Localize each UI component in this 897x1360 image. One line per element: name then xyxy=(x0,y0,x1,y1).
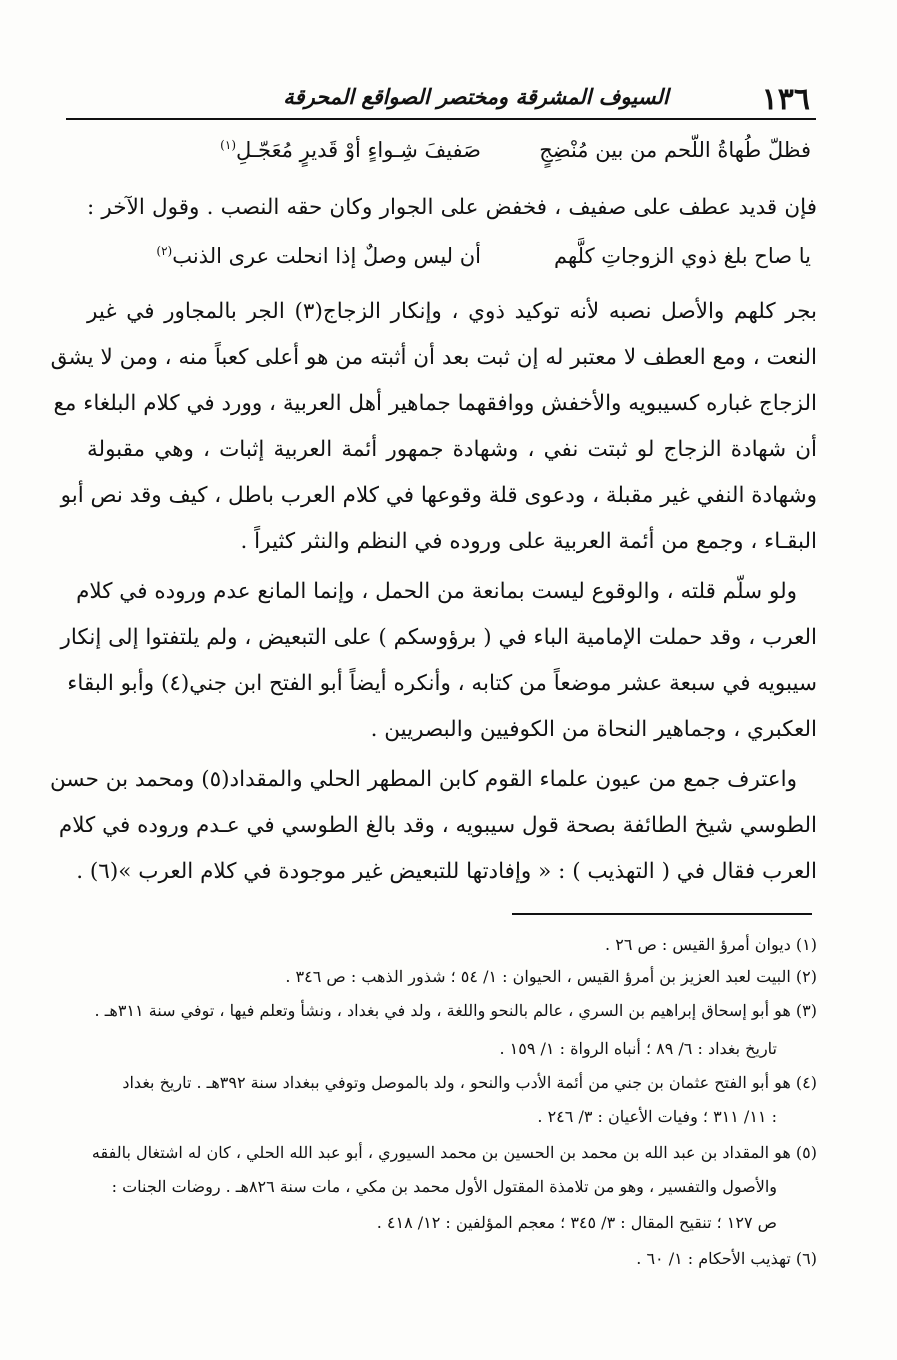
footnote-separator xyxy=(512,913,812,915)
running-title: السيوف المشرقة ومختصر الصواقع المحرقة xyxy=(283,84,669,109)
footnote: (٢) البيت لعبد العزيز بن أمرؤ القيس ، الحيوان : ١/ ٥٤ ؛ شذور الذهب : ص ٣٤٦ . xyxy=(285,967,817,986)
footnote: (٤) هو أبو الفتح عثمان بن جني من أئمة الأدب والنحو ، ولد بالموصل وتوفي ببغداد سنة ٣٩٢هـ . تاريخ بغداد xyxy=(122,1073,817,1092)
footnote: (١) ديوان أمرؤ القيس : ص ٢٦ . xyxy=(605,935,817,954)
verse-hemistich: يا صاح بلغ ذوي الزوجاتِ كلَّهم xyxy=(553,244,811,268)
text-line: ولو سلّم قلته ، والوقوع ليست بمانعة من الحمل ، وإنما المانع عدم وروده في كلام xyxy=(76,579,797,604)
footnote-continuation: والأصول والتفسير ، وهو من تلامذة المقتول الأول محمد بن مكي ، مات سنة ٨٢٦هـ . روضات الجنات : xyxy=(111,1177,777,1196)
footnote-marker: (١) xyxy=(220,138,236,152)
text-line: العرب فقال في ( التهذيب ) : « وإفادتها للتبعيض غير موجودة في كلام العرب »(٦) . xyxy=(76,859,817,884)
text-line: الزجاج غباره كسيبويه والأخفش ووافقهما جماهير أهل العربية ، وورد في كلام البلغاء مع xyxy=(53,391,817,416)
footnote: (٦) تهذيب الأحكام : ١/ ٦٠ . xyxy=(636,1249,817,1268)
text-line: الطوسي شيخ الطائفة بصحة قول سيبويه ، وقد بالغ الطوسي في عـدم وروده في كلام xyxy=(58,813,817,838)
footnote-continuation: تاريخ بغداد : ٦/ ٨٩ ؛ أنباه الرواة : ١/ ١٥٩ . xyxy=(499,1039,777,1058)
text-line: العرب ، وقد حملت الإمامية الباء في ( برؤوسكم ) على التبعيض ، ولم يلتفتوا إلى إنكار xyxy=(60,625,817,650)
page-header xyxy=(66,74,816,120)
footnote-continuation: ص ١٢٧ ؛ تنقيح المقال : ٣/ ٣٤٥ ؛ معجم المؤلفين : ١٢/ ٤١٨ . xyxy=(376,1213,777,1232)
verse-text: أن ليس وصلٌ إذا انحلت عرى الذنب xyxy=(172,244,481,268)
text-line: البقـاء ، وجمع من أئمة العربية على وروده في النظم والنثر كثيراً . xyxy=(240,529,817,554)
text-line: بجر كلهم والأصل نصبه لأنه توكيد ذوي ، وإنكار الزجاج(٣) الجر بالمجاور في غير xyxy=(87,299,817,324)
text-line: وشهادة النفي غير مقبلة ، ودعوى قلة وقوعها في كلام العرب باطل ، كيف وقد نص أبو xyxy=(60,483,817,508)
footnote: (٥) هو المقداد بن عبد الله بن محمد بن الحسين بن محمد السيوري ، أبو عبد الله الحلي ، كان له اشتغال بالفقه xyxy=(91,1143,817,1162)
text-line: واعترف جمع من عيون علماء القوم كابن المطهر الحلي والمقداد(٥) ومحمد بن حسن xyxy=(50,767,797,792)
verse-hemistich xyxy=(156,244,481,268)
text-line: النعت ، ومع العطف لا معتبر له إن ثبت بعد أن أثبته من هو أعلى كعباً منه ، ومن لا يشق xyxy=(50,345,817,370)
text-line: العكبري ، وجماهير النحاة من الكوفيين والبصريين . xyxy=(370,717,817,742)
verse-hemistich: فظلّ طُهاةُ اللّحم من بين مُنْضِجٍ xyxy=(539,138,811,162)
verse-hemistich xyxy=(220,138,481,162)
page-number: ١٣٦ xyxy=(761,82,810,117)
text-line: سيبويه في سبعة عشر موضعاً من كتابه ، وأنكره أيضاً أبو الفتح ابن جني(٤) وأبو البقاء xyxy=(67,671,817,696)
verse-line xyxy=(156,244,811,284)
footnote-marker: (٢) xyxy=(156,244,173,258)
footnote: (٣) هو أبو إسحاق إبراهيم بن السري ، عالم بالنحو واللغة ، ولد في بغداد ، ونشأ وتعلم فيها ، توفي سنة ٣١١هـ . xyxy=(94,1001,817,1020)
header-rule xyxy=(66,118,816,120)
verse-text: صَفيفَ شِـواءٍ أوْ قَديرٍ مُعَجّـلِ xyxy=(236,138,481,162)
text-line: فإن قديد عطف على صفيف ، فخفض على الجوار وكان حقه النصب . وقول الآخر : xyxy=(87,195,817,220)
text-line: أن شهادة الزجاج لو ثبتت نفي ، وشهادة جمهور أئمة العربية إثبات ، وهي مقبولة xyxy=(87,437,817,462)
footnote-continuation: : ١١/ ٣١١ ؛ وفيات الأعيان : ٣/ ٢٤٦ . xyxy=(537,1107,777,1126)
verse-line xyxy=(171,138,811,178)
